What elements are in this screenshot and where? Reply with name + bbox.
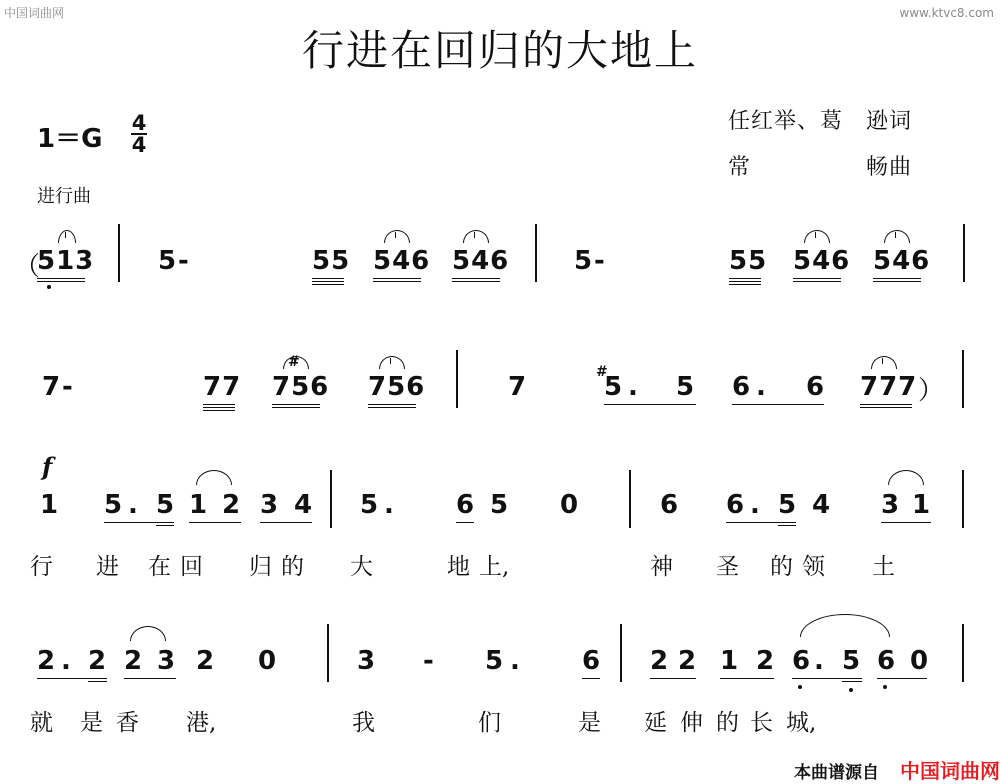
lyric-char: 地	[447, 554, 470, 580]
note: 5	[676, 372, 696, 402]
lyric-char: 港,	[186, 710, 217, 736]
note: 5	[158, 246, 178, 276]
barline	[962, 470, 964, 528]
note: 2	[222, 490, 242, 520]
note: 5	[842, 646, 862, 676]
sharp-sign: #	[288, 354, 300, 370]
note: 6	[456, 490, 476, 520]
dynamic-forte: f	[42, 452, 53, 481]
lyric-char: 回	[180, 554, 203, 580]
note: 6	[877, 646, 897, 676]
paren-open: （	[14, 252, 41, 282]
lyric-char: 城,	[786, 710, 817, 736]
barline	[327, 624, 329, 682]
note: 6	[582, 646, 602, 676]
note: 3	[260, 490, 280, 520]
composer-credit: 常 畅曲	[728, 155, 913, 180]
note: 1	[40, 490, 60, 520]
note-group: 546	[873, 246, 931, 276]
note: 5	[604, 372, 624, 402]
note: 2	[650, 646, 670, 676]
rest: 0	[560, 490, 580, 520]
note: 4	[294, 490, 314, 520]
note: 2	[196, 646, 216, 676]
note-group: 55	[312, 246, 351, 276]
lyric-char: 延	[644, 710, 667, 736]
note: 6	[792, 646, 812, 676]
barline	[962, 350, 964, 408]
barline	[629, 470, 631, 528]
lyric-char: 的	[770, 554, 793, 580]
dot-extension: .	[128, 490, 139, 520]
note: 2	[124, 646, 144, 676]
note-group: 546	[373, 246, 431, 276]
tempo-marking: 进行曲	[37, 186, 91, 207]
note: 1	[912, 490, 932, 520]
fermata-tie	[58, 230, 76, 243]
watermark-left: 中国词曲网	[4, 6, 65, 20]
lyric-char: 长	[750, 710, 773, 736]
note: 5	[104, 490, 124, 520]
note-group: 777	[860, 372, 918, 402]
note-group: 513	[37, 246, 95, 276]
paren-close: ）	[918, 376, 945, 406]
lyricist-credit: 任红举、葛 逊词	[728, 109, 913, 134]
dash: -	[178, 246, 190, 276]
barline	[118, 224, 120, 282]
lyric-char: 大	[350, 554, 373, 580]
lyric-char: 上,	[479, 554, 510, 580]
sharp-sign: #	[596, 364, 608, 380]
note: 5	[156, 490, 176, 520]
lyric-char: 就	[30, 710, 53, 736]
lyric-char: 是	[80, 710, 103, 736]
dash: -	[62, 372, 74, 402]
note: 1	[720, 646, 740, 676]
lyric-char: 进	[96, 554, 119, 580]
song-title: 行进在回归的大地上	[301, 26, 698, 75]
note: 7	[42, 372, 62, 402]
note: 5	[778, 490, 798, 520]
note-group: 756	[272, 372, 330, 402]
time-signature-bottom: 4	[131, 133, 147, 157]
note: 1	[189, 490, 209, 520]
barline	[330, 470, 332, 528]
note: 5	[360, 490, 380, 520]
note: 5	[485, 646, 505, 676]
note: 2	[37, 646, 57, 676]
lyric-char: 我	[352, 710, 375, 736]
dot-extension: .	[510, 646, 521, 676]
lyric-char: 归	[249, 554, 272, 580]
note: 6	[806, 372, 826, 402]
barline	[456, 350, 458, 408]
note: 3	[881, 490, 901, 520]
lyric-char: 行	[30, 554, 53, 580]
slur	[196, 470, 232, 485]
note: 5	[574, 246, 594, 276]
dot-extension: .	[756, 372, 767, 402]
note-group: 55	[729, 246, 768, 276]
slur	[130, 626, 166, 641]
time-signature-top: 4	[131, 111, 147, 135]
lyric-char: 在	[148, 554, 171, 580]
rest: 0	[910, 646, 930, 676]
note: 2	[756, 646, 776, 676]
note: 4	[812, 490, 832, 520]
lyric-char: 领	[802, 554, 825, 580]
lyric-char: 香	[116, 710, 139, 736]
note: 5	[490, 490, 510, 520]
note-group: 77	[203, 372, 242, 402]
note-group: 546	[452, 246, 510, 276]
lyric-char: 们	[478, 710, 501, 736]
barline	[620, 624, 622, 682]
note: 2	[678, 646, 698, 676]
dot-extension: .	[750, 490, 761, 520]
barline	[962, 624, 964, 682]
note: 3	[357, 646, 377, 676]
lyric-char: 的	[281, 554, 304, 580]
source-label: 本曲谱源自	[794, 763, 879, 783]
barline	[535, 224, 537, 282]
note: 7	[508, 372, 528, 402]
lyric-char: 土	[872, 554, 895, 580]
lyric-char: 圣	[716, 554, 739, 580]
site-logo[interactable]: 中国词曲网	[900, 759, 1000, 783]
note-group: 756	[368, 372, 426, 402]
note: 2	[88, 646, 108, 676]
rest: 0	[258, 646, 278, 676]
slur	[888, 470, 924, 485]
lyric-char: 伸	[680, 710, 703, 736]
dash: -	[423, 646, 435, 676]
lyric-char: 是	[578, 710, 601, 736]
key-signature: 1＝G	[37, 124, 103, 154]
dot-extension: .	[814, 646, 825, 676]
phrase-slur	[800, 614, 890, 637]
time-signature	[131, 113, 147, 155]
note: 6	[660, 490, 680, 520]
dash: -	[594, 246, 606, 276]
dot-extension: .	[628, 372, 639, 402]
barline	[963, 224, 965, 282]
note-group: 546	[793, 246, 851, 276]
note: 6	[726, 490, 746, 520]
dot-extension: .	[384, 490, 395, 520]
note: 3	[157, 646, 177, 676]
watermark-right: www.ktvc8.com	[899, 6, 994, 20]
note: 6	[732, 372, 752, 402]
dot-extension: .	[61, 646, 72, 676]
lyric-char: 神	[650, 554, 673, 580]
lyric-char: 的	[716, 710, 739, 736]
